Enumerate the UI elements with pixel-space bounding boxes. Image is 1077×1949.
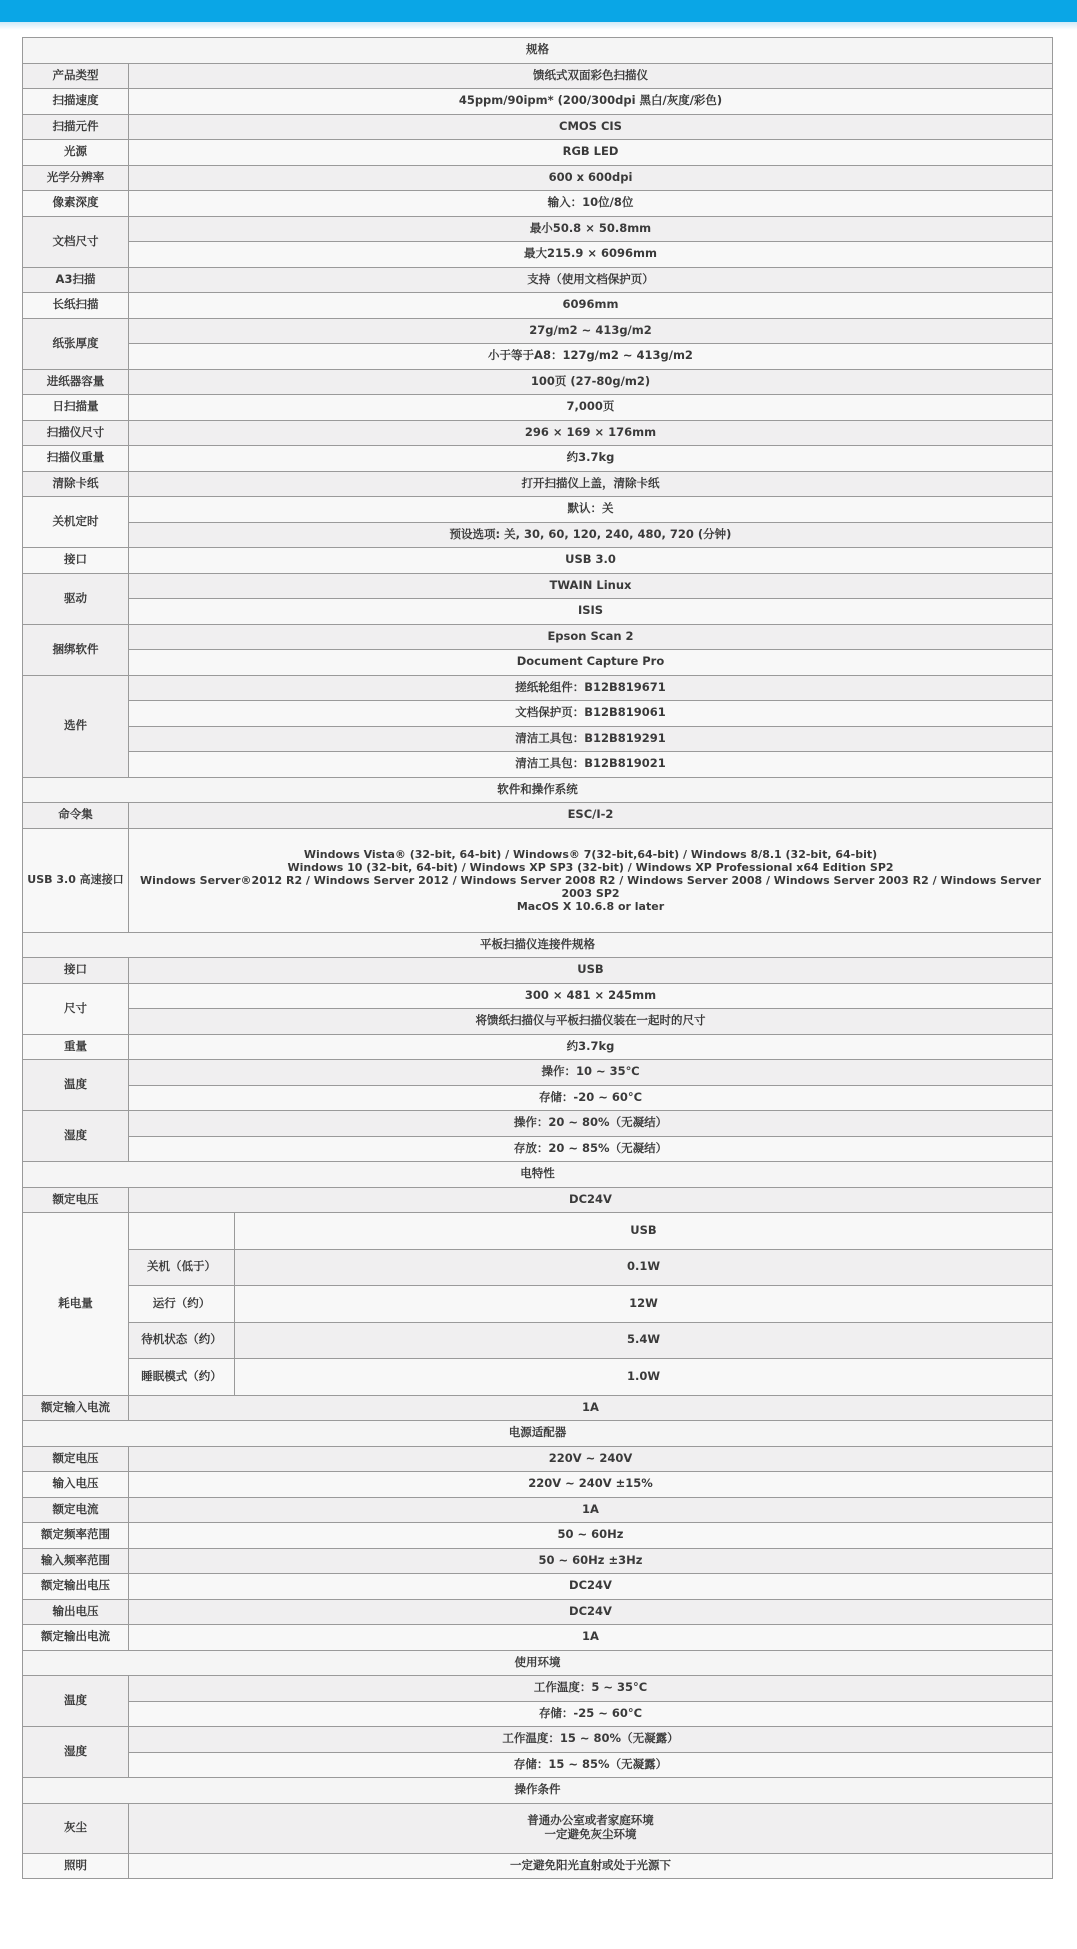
row-value: 操作：20 ~ 80%（无凝结） (129, 1111, 1053, 1137)
table-row (23, 1322, 1053, 1359)
row-label: 额定输入电流 (23, 1395, 129, 1421)
power-mode-label: 待机状态（约） (129, 1322, 235, 1359)
row-value: 220V ~ 240V (129, 1446, 1053, 1472)
row-label: 额定输出电流 (23, 1625, 129, 1651)
row-value: ESC/I-2 (129, 803, 1053, 829)
table-row (23, 165, 1053, 191)
power-mode-value: 0.1W (235, 1249, 1053, 1286)
row-value: Epson Scan 2 (129, 624, 1053, 650)
table-row (23, 675, 1053, 701)
row-value: 最大215.9 × 6096mm (129, 242, 1053, 268)
row-value: 220V ~ 240V ±15% (129, 1472, 1053, 1498)
table-row (23, 216, 1053, 242)
row-value: 6096mm (129, 293, 1053, 319)
row-value: DC24V (129, 1187, 1053, 1213)
row-label: A3扫描 (23, 267, 129, 293)
dust-line: 普通办公室或者家庭环境 (527, 1813, 654, 1828)
row-label: 关机定时 (23, 497, 129, 548)
row-value: DC24V (129, 1599, 1053, 1625)
table-row (23, 1359, 1053, 1396)
table-row (23, 1701, 1053, 1727)
power-mode-value: 1.0W (235, 1359, 1053, 1396)
power-mode-value: 5.4W (235, 1322, 1053, 1359)
row-value: 45ppm/90ipm* (200/300dpi 黑白/灰度/彩色) (129, 89, 1053, 115)
row-value: 将馈纸扫描仪与平板扫描仪装在一起时的尺寸 (129, 1009, 1053, 1035)
row-value: 一定避免阳光直射或处于光源下 (129, 1853, 1053, 1879)
table-row (23, 701, 1053, 727)
section-spec: 规格 (23, 38, 1053, 64)
os-line: Windows Server®2012 R2 / Windows Server 2012 / Windows Server 2008 R2 / Windows Server 2008 / Windows Server 2003 R2 / Windows Server 2003 SP2 (139, 873, 1042, 900)
table-row (23, 1249, 1053, 1286)
row-value: 600 x 600dpi (129, 165, 1053, 191)
top-banner-bar (0, 0, 1077, 22)
table-row (23, 548, 1053, 574)
row-label: 进纸器容量 (23, 369, 129, 395)
row-label: 像素深度 (23, 191, 129, 217)
table-row (23, 471, 1053, 497)
table-row (23, 497, 1053, 523)
table-row (23, 1136, 1053, 1162)
row-value: Document Capture Pro (129, 650, 1053, 676)
row-label: 照明 (23, 1853, 129, 1879)
row-value: 馈纸式双面彩色扫描仪 (129, 63, 1053, 89)
row-label: USB 3.0 高速接口 (23, 828, 129, 932)
table-row (23, 318, 1053, 344)
row-value (129, 1803, 1053, 1853)
row-label: 纸张厚度 (23, 318, 129, 369)
row-label: 选件 (23, 675, 129, 777)
row-value: 50 ~ 60Hz ±3Hz (129, 1548, 1053, 1574)
row-value: 约3.7kg (129, 446, 1053, 472)
row-value: 存储：-25 ~ 60°C (129, 1701, 1053, 1727)
table-row (23, 1574, 1053, 1600)
os-line: Windows 10 (32-bit, 64-bit) / Windows XP SP3 (32-bit) / Windows XP Professional x64 Edition SP2 (287, 860, 894, 874)
table-row (23, 1111, 1053, 1137)
row-value: 支持（使用文档保护页） (129, 267, 1053, 293)
row-label: 接口 (23, 958, 129, 984)
table-row (23, 1548, 1053, 1574)
top-banner-shadow (0, 22, 1077, 30)
row-value: 清洁工具包：B12B819291 (129, 726, 1053, 752)
row-value: ISIS (129, 599, 1053, 625)
row-label: 捆绑软件 (23, 624, 129, 675)
os-support-cell (129, 828, 1053, 932)
table-row (23, 1497, 1053, 1523)
row-value: CMOS CIS (129, 114, 1053, 140)
table-row (23, 1187, 1053, 1213)
row-label: 输入电压 (23, 1472, 129, 1498)
row-value: 存放：20 ~ 85%（无凝结） (129, 1136, 1053, 1162)
row-value: 工作温度：15 ~ 80%（无凝露） (129, 1727, 1053, 1753)
table-row (23, 1213, 1053, 1250)
section-adapter: 电源适配器 (23, 1421, 1053, 1447)
row-label: 扫描元件 (23, 114, 129, 140)
row-value: 输入：10位/8位 (129, 191, 1053, 217)
row-label: 产品类型 (23, 63, 129, 89)
row-value: 存储：15 ~ 85%（无凝露） (129, 1752, 1053, 1778)
row-label: 命令集 (23, 803, 129, 829)
power-mode-value: 12W (235, 1286, 1053, 1323)
table-row (23, 1034, 1053, 1060)
row-value: 清洁工具包：B12B819021 (129, 752, 1053, 778)
table-row (23, 446, 1053, 472)
row-label: 额定电压 (23, 1446, 129, 1472)
table-row (23, 573, 1053, 599)
row-value: 27g/m2 ~ 413g/m2 (129, 318, 1053, 344)
row-label: 额定电压 (23, 1187, 129, 1213)
table-row (23, 1727, 1053, 1753)
row-label: 扫描仪重量 (23, 446, 129, 472)
table-row (23, 522, 1053, 548)
table-row (23, 828, 1053, 932)
section-environment: 使用环境 (23, 1650, 1053, 1676)
power-subheader-empty (129, 1213, 235, 1250)
table-row (23, 1085, 1053, 1111)
row-value: 文档保护页：B12B819061 (129, 701, 1053, 727)
row-value: 1A (129, 1395, 1053, 1421)
row-value: 最小50.8 × 50.8mm (129, 216, 1053, 242)
row-label: 接口 (23, 548, 129, 574)
row-label: 重量 (23, 1034, 129, 1060)
section-flatbed: 平板扫描仪连接件规格 (23, 932, 1053, 958)
power-mode-label: 关机（低于） (129, 1249, 235, 1286)
os-line: Windows Vista® (32-bit, 64-bit) / Windows® 7(32-bit,64-bit) / Windows 8/8.1 (32-bit, 64-bit) (303, 847, 878, 861)
table-row (23, 1599, 1053, 1625)
table-row (23, 752, 1053, 778)
row-value: DC24V (129, 1574, 1053, 1600)
row-label: 日扫描量 (23, 395, 129, 421)
table-row (23, 1676, 1053, 1702)
table-row (23, 140, 1053, 166)
row-value: 小于等于A8：127g/m2 ~ 413g/m2 (129, 344, 1053, 370)
table-row (23, 267, 1053, 293)
os-line: MacOS X 10.6.8 or later (516, 899, 665, 913)
table-row (23, 395, 1053, 421)
table-row (23, 1472, 1053, 1498)
row-label: 驱动 (23, 573, 129, 624)
table-row (23, 242, 1053, 268)
row-label: 额定频率范围 (23, 1523, 129, 1549)
table-row (23, 1009, 1053, 1035)
table-row (23, 1446, 1053, 1472)
table-row (23, 89, 1053, 115)
table-row (23, 650, 1053, 676)
row-label: 扫描仪尺寸 (23, 420, 129, 446)
row-label: 光学分辨率 (23, 165, 129, 191)
table-row (23, 1286, 1053, 1323)
row-label: 尺寸 (23, 983, 129, 1034)
dust-line: 一定避免灰尘环境 (544, 1827, 637, 1841)
table-row (23, 958, 1053, 984)
row-label: 文档尺寸 (23, 216, 129, 267)
row-value: 约3.7kg (129, 1034, 1053, 1060)
table-row (23, 599, 1053, 625)
table-row (23, 420, 1053, 446)
table-row (23, 369, 1053, 395)
row-label: 额定输出电压 (23, 1574, 129, 1600)
row-value: USB (129, 958, 1053, 984)
row-value: 存储：-20 ~ 60°C (129, 1085, 1053, 1111)
row-label: 额定电流 (23, 1497, 129, 1523)
section-software: 软件和操作系统 (23, 777, 1053, 803)
row-label: 温度 (23, 1060, 129, 1111)
row-value: 工作温度：5 ~ 35°C (129, 1676, 1053, 1702)
table-row (23, 344, 1053, 370)
row-value: 搓纸轮组件：B12B819671 (129, 675, 1053, 701)
row-value: 1A (129, 1625, 1053, 1651)
table-row (23, 726, 1053, 752)
row-value: 50 ~ 60Hz (129, 1523, 1053, 1549)
row-label: 输出电压 (23, 1599, 129, 1625)
section-electrical: 电特性 (23, 1162, 1053, 1188)
table-row (23, 63, 1053, 89)
table-row (23, 624, 1053, 650)
row-value: 1A (129, 1497, 1053, 1523)
table-row (23, 114, 1053, 140)
table-row (23, 803, 1053, 829)
table-row (23, 1803, 1053, 1853)
row-value: 预设选项: 关, 30, 60, 120, 240, 480, 720 (分钟) (129, 522, 1053, 548)
row-label: 灰尘 (23, 1803, 129, 1853)
row-value: 打开扫描仪上盖，清除卡纸 (129, 471, 1053, 497)
row-value: 300 × 481 × 245mm (129, 983, 1053, 1009)
table-row (23, 1625, 1053, 1651)
row-label: 湿度 (23, 1111, 129, 1162)
section-operation: 操作条件 (23, 1778, 1053, 1804)
row-value: RGB LED (129, 140, 1053, 166)
row-value: 默认：关 (129, 497, 1053, 523)
table-row (23, 191, 1053, 217)
row-label: 输入频率范围 (23, 1548, 129, 1574)
row-label: 湿度 (23, 1727, 129, 1778)
table-row (23, 1395, 1053, 1421)
row-value: USB 3.0 (129, 548, 1053, 574)
row-value: 100页 (27-80g/m2) (129, 369, 1053, 395)
row-label: 扫描速度 (23, 89, 129, 115)
table-row (23, 1060, 1053, 1086)
power-mode-label: 睡眠模式（约） (129, 1359, 235, 1396)
table-row (23, 1523, 1053, 1549)
table-row (23, 1853, 1053, 1879)
table-row (23, 293, 1053, 319)
row-label: 长纸扫描 (23, 293, 129, 319)
row-label: 清除卡纸 (23, 471, 129, 497)
power-mode-label: 运行（约） (129, 1286, 235, 1323)
row-label: 温度 (23, 1676, 129, 1727)
row-value: 7,000页 (129, 395, 1053, 421)
row-value: TWAIN Linux (129, 573, 1053, 599)
table-row (23, 983, 1053, 1009)
row-label: 耗电量 (23, 1213, 129, 1396)
row-value: 296 × 169 × 176mm (129, 420, 1053, 446)
power-subheader: USB (235, 1213, 1053, 1250)
row-value: 操作：10 ~ 35℃ (129, 1060, 1053, 1086)
table-row (23, 1752, 1053, 1778)
spec-table (22, 37, 1053, 1879)
row-label: 光源 (23, 140, 129, 166)
